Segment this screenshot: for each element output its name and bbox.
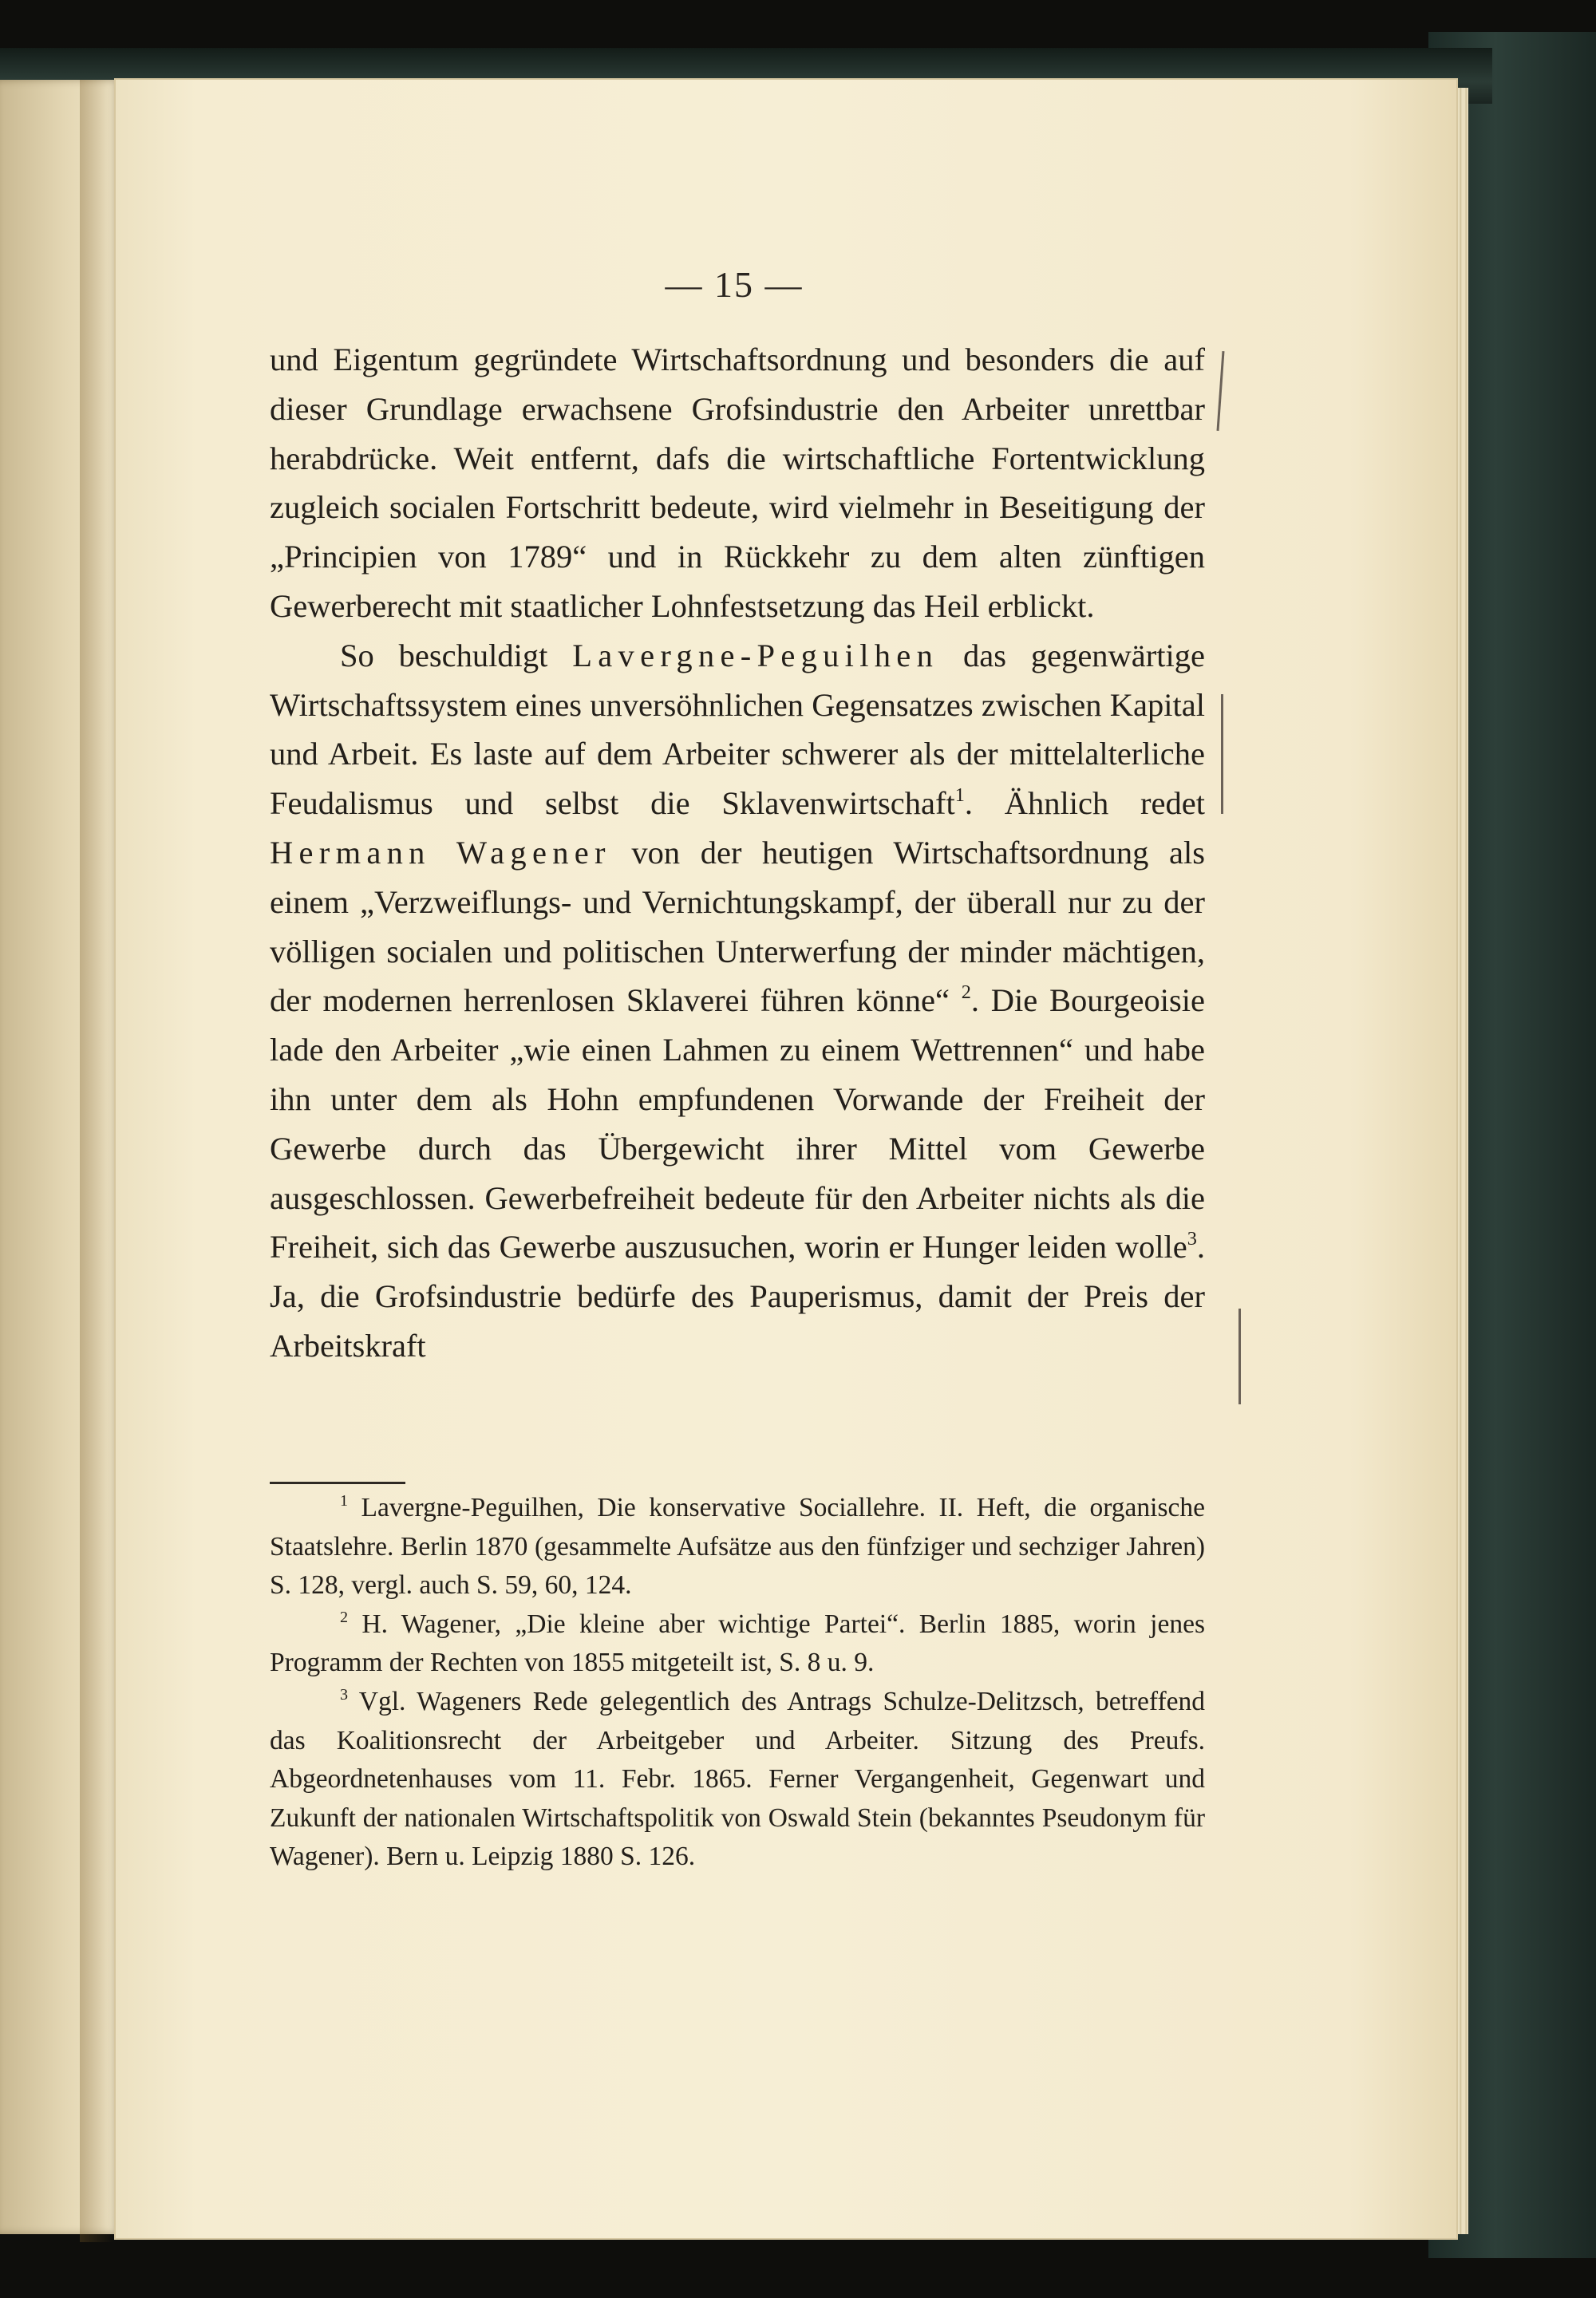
- body-text: [270, 335, 1205, 1371]
- margin-mark-3: [1238, 1309, 1241, 1404]
- footnote-reference: 1: [954, 784, 965, 807]
- spaced-name: Hermann Wagener: [270, 834, 611, 871]
- paragraph: [270, 335, 1205, 631]
- footnote-text: H. Wagener, „Die kleine aber wichtige Partei“. Berlin 1885, worin jenes Programm der Rechten von 1855 mitgeteilt ist, S. 8 u. 9.: [270, 1609, 1205, 1678]
- text-run: . Ähnlich redet: [964, 785, 1205, 822]
- text-run: das gegenwärtige Wirtschaftssystem eines unversöhnlichen Gegensatzes zwischen Kapital und Arbeit. Es laste auf dem Arbeiter schwerer als der mittelalterliche Feudalismus und selbst die Sklavenwirtschaft: [270, 637, 1205, 822]
- footnote-reference: 3: [1187, 1228, 1197, 1250]
- margin-mark-2: [1221, 694, 1223, 814]
- footnote-text: Vgl. Wageners Rede gelegentlich des Antrags Schulze-Delitzsch, betreffend das Koalitionsrecht der Arbeitgeber und Arbeiter. Sitzung des Preufs. Abgeordnetenhauses vom 11. Febr. 1865. Ferner Vergangenheit, Gegenwart und Zukunft der nationalen Wirtschaftspolitik von Oswald Stein (bekanntes Pseudonym für Wagener). Bern u. Leipzig 1880 S. 126.: [270, 1686, 1205, 1872]
- footnote-marker: 3: [340, 1685, 349, 1704]
- text-run: . Die Bourgeoisie lade den Arbeiter „wie einen Lahmen zu einem Wettrennen“ und habe ihn unter dem als Hohn empfundenen Vorwande der Freiheit der Gewerbe durch das Übergewicht ihrer Mittel vom Gewerbe ausgeschlossen. Gewerbefreiheit bedeute für den Arbeiter nichts als die Freiheit, sich das Gewerbe auszusuchen, worin er Hunger leiden wolle: [270, 982, 1205, 1265]
- text-run: . Ja, die Grofsindustrie bedürfe des Pauperismus, damit der Preis der Arbeitskraft: [270, 1229, 1205, 1364]
- footnote-separator: [270, 1482, 405, 1484]
- text-run: und Eigentum gegründete Wirtschaftsordnung und besonders die auf dieser Grundlage erwachsene Grofsindustrie den Arbeiter unrettbar herabdrücke. Weit entfernt, dafs die wirtschaftliche Fortentwicklung zugleich socialen Fortschritt bedeute, wird vielmehr in Beseitigung der „Principien von 1789“ und in Rückkehr zu dem alten zünftigen Gewerberecht mit staatlicher Lohnfestsetzung das Heil erblickt.: [270, 342, 1205, 624]
- book-gutter: [80, 80, 128, 2242]
- paragraph: [270, 631, 1205, 1371]
- footnote: [270, 1683, 1205, 1877]
- spaced-name: Lavergne-Peguilhen: [572, 637, 939, 673]
- footnotes: [270, 1489, 1205, 1877]
- footnote-marker: 2: [340, 1608, 349, 1626]
- footnote: [270, 1489, 1205, 1605]
- footnote-reference: 2: [961, 981, 971, 1004]
- text-run: So beschuldigt: [340, 637, 573, 673]
- text-run: von der heutigen Wirtschaftsordnung als einem „Verzweiflungs- und Vernichtungskampf, der überall nur zu der völligen socialen und politischen Unterwerfung der minder mächtigen, der modernen herrenlosen Sklaverei führen könne“: [270, 834, 1205, 1019]
- footnote: [270, 1605, 1205, 1683]
- footnote-marker: 1: [340, 1491, 349, 1510]
- footnote-text: Lavergne-Peguilhen, Die konservative Sociallehre. II. Heft, die organische Staatslehre. Berlin 1870 (gesammelte Aufsätze aus den fünfziger und sechziger Jahren) S. 128, vergl. auch S. 59, 60, 124.: [270, 1493, 1205, 1601]
- page-number: — 15 —: [665, 264, 804, 305]
